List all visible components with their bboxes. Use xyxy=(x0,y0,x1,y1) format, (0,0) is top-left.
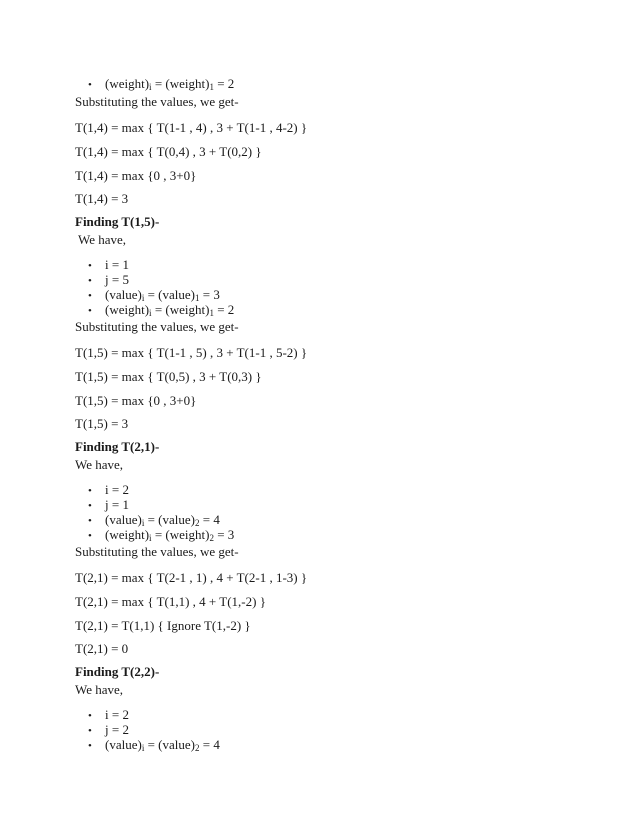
equation-line: T(2,1) = T(1,1) { Ignore T(1,-2) } xyxy=(75,618,251,633)
equation-line: T(1,5) = max {0 , 3+0} xyxy=(75,393,197,408)
list-item-text: j = 5 xyxy=(105,272,129,287)
equation-line: T(2,1) = 0 xyxy=(75,641,129,656)
intro-text: We have, xyxy=(75,682,124,697)
list-item xyxy=(88,527,234,544)
list-item-text: j = 1 xyxy=(105,497,129,512)
bullet-icon: • xyxy=(88,740,92,752)
equation-line: T(2,1) = max { T(1,1) , 4 + T(1,-2) } xyxy=(75,594,266,609)
equation-line: T(2,1) = max { T(2-1 , 1) , 4 + T(2-1 , 1-3) } xyxy=(75,570,308,585)
list-item xyxy=(88,76,234,93)
bullet-icon: • xyxy=(88,500,92,512)
bullet-icon: • xyxy=(88,530,92,542)
substitution-text: Substituting the values, we get- xyxy=(75,94,239,109)
equation-line: T(1,4) = max {0 , 3+0} xyxy=(75,168,197,183)
bullet-icon: • xyxy=(88,275,92,287)
equation-line: T(1,5) = max { T(0,5) , 3 + T(0,3) } xyxy=(75,369,262,384)
list-item xyxy=(88,737,220,754)
value-rule: $(value)_i$ = $(value)_2 = 4$ xyxy=(105,512,220,528)
section-heading: Finding T(2,1)- xyxy=(75,439,160,454)
weight-rule: $(weight)_i$ = $(weight)_1 = 2$ xyxy=(105,76,235,92)
bullet-icon: • xyxy=(88,515,92,527)
value-rule: $(value)_i$ = $(value)_2 = 4$ xyxy=(105,737,220,753)
list-item-text: i = 1 xyxy=(105,257,129,272)
bullet-icon: • xyxy=(88,79,92,91)
equation-line: T(1,4) = max { T(0,4) , 3 + T(0,2) } xyxy=(75,144,262,159)
list-item-text: j = 2 xyxy=(105,722,129,737)
bullet-icon: • xyxy=(88,725,92,737)
intro-text: We have, xyxy=(75,457,124,472)
substitution-text: Substituting the values, we get- xyxy=(75,544,239,559)
equation-line: T(1,4) = 3 xyxy=(75,191,129,206)
equation-line: T(1,5) = max { T(1-1 , 5) , 3 + T(1-1 , 5-2) } xyxy=(75,345,308,360)
equation-line: T(1,4) = max { T(1-1 , 4) , 3 + T(1-1 , 4-2) } xyxy=(75,120,308,135)
bullet-icon: • xyxy=(88,485,92,497)
equation-line: T(1,5) = 3 xyxy=(75,416,129,431)
list-item xyxy=(88,302,234,319)
substitution-text: Substituting the values, we get- xyxy=(75,319,239,334)
bullet-icon: • xyxy=(88,290,92,302)
section-heading: Finding T(2,2)- xyxy=(75,664,160,679)
list-item-text: i = 2 xyxy=(105,482,129,497)
bullet-icon: • xyxy=(88,260,92,272)
list-item-text: i = 2 xyxy=(105,707,129,722)
bullet-icon: • xyxy=(88,710,92,722)
value-rule: $(value)_i$ = $(value)_1 = 3$ xyxy=(105,287,220,303)
weight-rule: $(weight)_i$ = $(weight)_1 = 2$ xyxy=(105,302,235,318)
bullet-icon: • xyxy=(88,305,92,317)
intro-text: We have, xyxy=(75,232,127,247)
weight-rule: $(weight)_i$ = $(weight)_2 = 3$ xyxy=(105,527,235,543)
section-heading: Finding T(1,5)- xyxy=(75,214,160,229)
